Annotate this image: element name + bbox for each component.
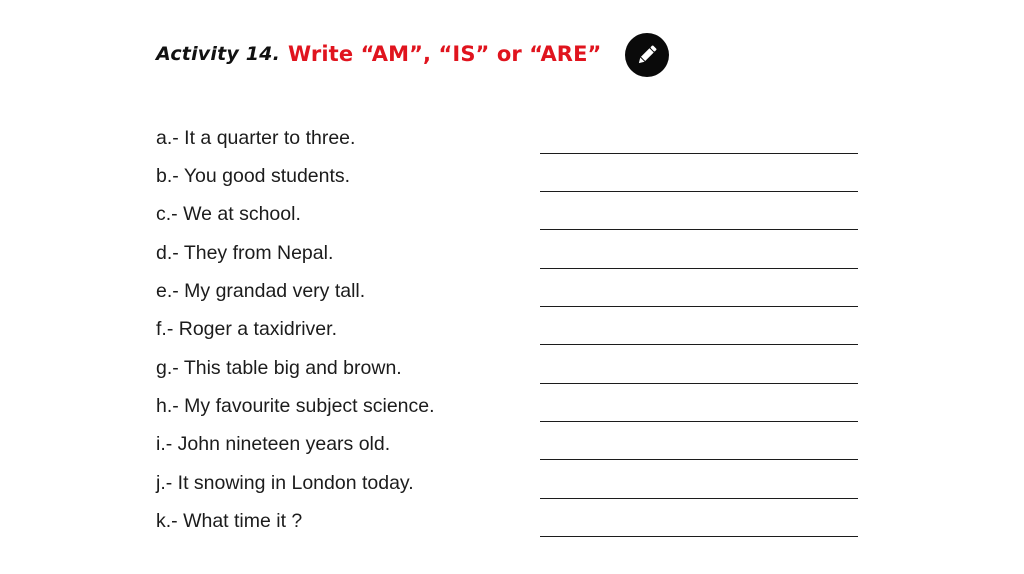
exercise-sentence: e.- My grandad very tall. xyxy=(156,280,366,302)
activity-number: Activity 14. xyxy=(156,43,281,65)
exercise-item-i xyxy=(0,430,1024,460)
exercise-item-f xyxy=(0,315,1024,345)
answer-blank[interactable] xyxy=(540,383,858,384)
answer-blank[interactable] xyxy=(540,191,858,192)
answer-blank[interactable] xyxy=(540,421,858,422)
exercise-item-b xyxy=(0,162,1024,192)
exercise-item-g xyxy=(0,354,1024,384)
exercise-item-c xyxy=(0,200,1024,230)
answer-blank[interactable] xyxy=(540,153,858,154)
exercise-sentence: j.- It snowing in London today. xyxy=(156,472,414,494)
answer-blank[interactable] xyxy=(540,498,858,499)
exercise-item-a xyxy=(0,124,1024,154)
exercise-sentence: c.- We at school. xyxy=(156,203,301,225)
exercise-item-h xyxy=(0,392,1024,422)
answer-blank[interactable] xyxy=(540,306,858,307)
exercise-sentence: i.- John nineteen years old. xyxy=(156,433,391,455)
exercise-item-d xyxy=(0,239,1024,269)
exercise-sentence: k.- What time it ? xyxy=(156,510,303,532)
exercise-sentence: d.- They from Nepal. xyxy=(156,242,334,264)
answer-blank[interactable] xyxy=(540,459,858,460)
exercise-sentence: f.- Roger a taxidriver. xyxy=(156,318,337,340)
exercise-sentence: b.- You good students. xyxy=(156,165,351,187)
activity-instruction: Write “AM”, “IS” or “ARE” xyxy=(288,42,602,66)
exercise-item-e xyxy=(0,277,1024,307)
answer-blank[interactable] xyxy=(540,268,858,269)
answer-blank[interactable] xyxy=(540,344,858,345)
answer-blank[interactable] xyxy=(540,536,858,537)
exercise-item-k xyxy=(0,507,1024,537)
exercise-sentence: a.- It a quarter to three. xyxy=(156,127,356,149)
exercise-item-j xyxy=(0,469,1024,499)
answer-blank[interactable] xyxy=(540,229,858,230)
exercise-sentence: g.- This table big and brown. xyxy=(156,357,402,379)
exercise-sentence: h.- My favourite subject science. xyxy=(156,395,435,417)
